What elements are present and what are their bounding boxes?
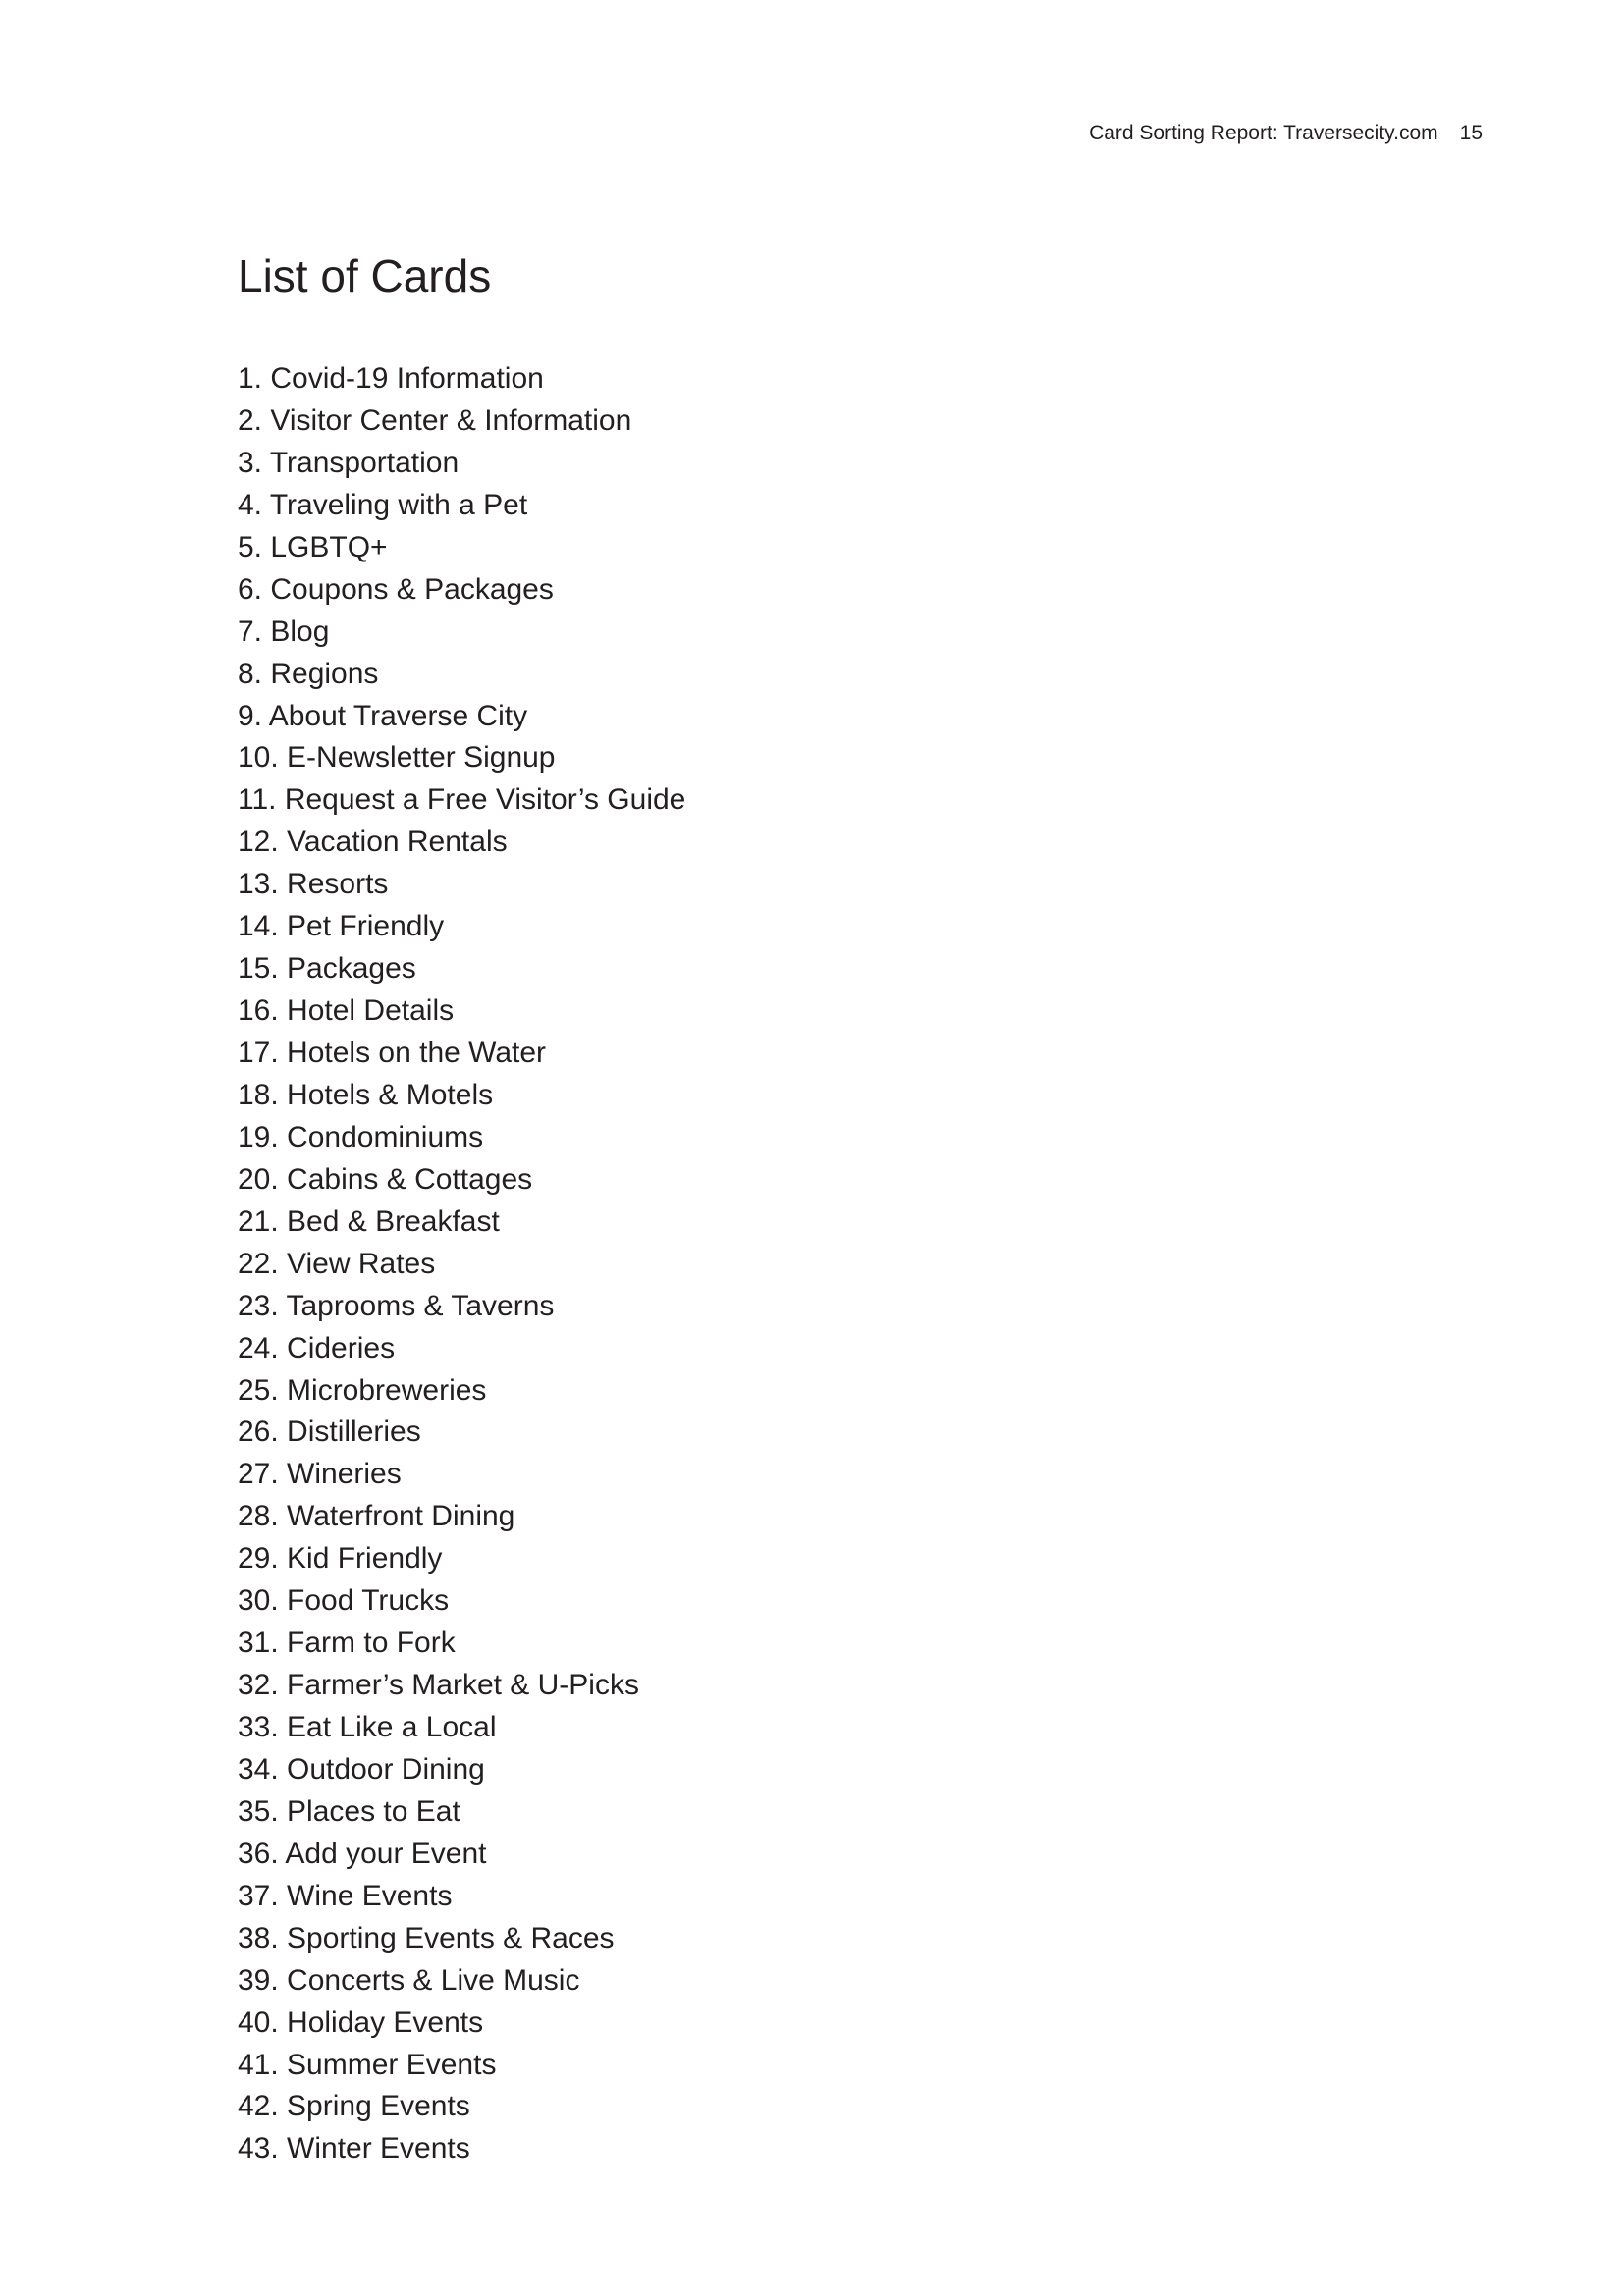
card-list-item: 3. Transportation <box>238 446 460 479</box>
card-list-item: 32. Farmer’s Market & U-Picks <box>238 1669 639 1702</box>
card-list-item: 21. Bed & Breakfast <box>238 1204 500 1238</box>
card-list-item: 13. Resorts <box>238 868 389 901</box>
card-list-item: 20. Cabins & Cottages <box>238 1162 533 1196</box>
card-list-item: 34. Outdoor Dining <box>238 1752 485 1786</box>
card-list-item: 17. Hotels on the Water <box>238 1037 547 1069</box>
card-list-item: 28. Waterfront Dining <box>238 1500 515 1533</box>
card-list-item: 15. Packages <box>238 952 416 986</box>
card-list-item: 43. Winter Events <box>238 2132 470 2165</box>
card-list-item: 39. Concerts & Live Music <box>238 1963 580 1997</box>
card-list-item: 25. Microbreweries <box>238 1373 487 1407</box>
card-list-item: 4. Traveling with a Pet <box>238 488 528 521</box>
card-list-item: 9. About Traverse City <box>238 699 528 732</box>
card-list-item: 10. E-Newsletter Signup <box>238 741 556 774</box>
card-list-item: 8. Regions <box>238 657 379 690</box>
card-list-item: 27. Wineries <box>238 1458 402 1491</box>
card-list-item: 35. Places to Eat <box>238 1794 460 1828</box>
card-list-item: 22. View Rates <box>238 1247 436 1280</box>
card-list-item: 7. Blog <box>238 614 330 648</box>
card-list-item: 26. Distilleries <box>238 1415 421 1449</box>
card-list-item: 5. LGBTQ+ <box>238 530 388 563</box>
page-number: 15 <box>1459 122 1483 144</box>
card-list-item: 23. Taprooms & Taverns <box>238 1289 555 1322</box>
card-list <box>238 358 685 2170</box>
card-list-item: 41. Summer Events <box>238 2048 497 2081</box>
card-list-item: 33. Eat Like a Local <box>238 1711 497 1743</box>
card-list-item: 38. Sporting Events & Races <box>238 1921 615 1954</box>
card-list-item: 6. Coupons & Packages <box>238 572 554 606</box>
card-list-item: 30. Food Trucks <box>238 1584 450 1618</box>
card-list-item: 11. Request a Free Visitor’s Guide <box>238 783 686 817</box>
running-header <box>1089 120 1483 147</box>
page-title: List of Cards <box>238 250 492 301</box>
card-list-item: 19. Condominiums <box>238 1120 484 1153</box>
card-list-item: 24. Cideries <box>238 1331 396 1364</box>
card-list-item: 12. Vacation Rentals <box>238 826 508 859</box>
card-list-item: 29. Kid Friendly <box>238 1542 443 1575</box>
card-list-item: 36. Add your Event <box>238 1837 487 1870</box>
report-title: Card Sorting Report: Traversecity.com <box>1089 122 1438 144</box>
card-list-item: 2. Visitor Center & Information <box>238 403 632 437</box>
card-list-item: 14. Pet Friendly <box>238 910 445 943</box>
card-list-item: 37. Wine Events <box>238 1879 453 1912</box>
card-list-item: 31. Farm to Fork <box>238 1627 456 1660</box>
card-list-item: 42. Spring Events <box>238 2090 470 2123</box>
card-list-item: 18. Hotels & Motels <box>238 1078 494 1111</box>
card-list-item: 1. Covid-19 Information <box>238 362 544 395</box>
card-list-item: 40. Holiday Events <box>238 2005 484 2039</box>
card-list-item: 16. Hotel Details <box>238 994 455 1028</box>
